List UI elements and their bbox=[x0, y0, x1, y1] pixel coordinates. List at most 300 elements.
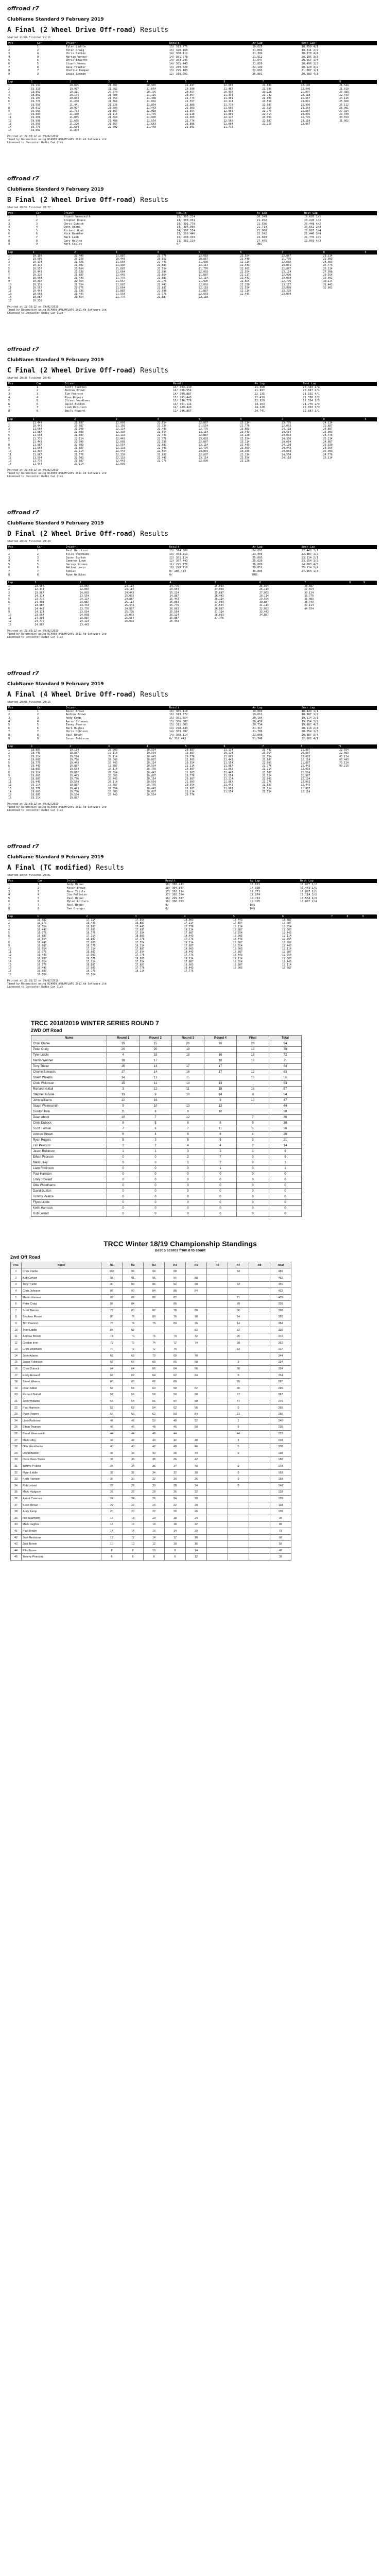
championship-cell bbox=[144, 1327, 165, 1333]
championship-cell: 42 bbox=[123, 1437, 144, 1444]
lap-cell: 19.114 bbox=[31, 784, 41, 787]
championship-cell: 21 bbox=[11, 1398, 22, 1405]
series-cell: 0 bbox=[269, 1211, 302, 1216]
result-cell: 2 bbox=[8, 552, 10, 556]
championship-row bbox=[11, 1320, 291, 1327]
lap-cell: 21.330 bbox=[115, 264, 125, 267]
lap-header-cell: 6 bbox=[223, 744, 262, 749]
series-cell: 17 bbox=[204, 1063, 237, 1069]
lap-cell: 26.112 bbox=[339, 103, 349, 107]
lap-cell: 19.311 bbox=[70, 90, 79, 94]
result-cell: Cameron Lowe bbox=[65, 560, 86, 563]
lap-cell: 23.554 bbox=[240, 456, 250, 460]
championship-cell: 337 bbox=[270, 1346, 291, 1353]
result-cell: 18/ 300.443 bbox=[165, 883, 184, 887]
lap-cell bbox=[281, 973, 330, 976]
lap-cell: 27.003 bbox=[214, 601, 224, 604]
result-row bbox=[7, 904, 377, 907]
championship-cell: Tommy Pearson bbox=[22, 1554, 101, 1561]
result-cell: 13/ 298.339 bbox=[177, 235, 195, 239]
result-cell: 16/ 305.110 bbox=[169, 709, 188, 713]
lap-header-cell: 3 bbox=[107, 744, 146, 749]
lap-cell: 22.443 bbox=[339, 93, 349, 97]
championship-cell: 334 bbox=[270, 1359, 291, 1366]
championship-cell bbox=[249, 1398, 270, 1405]
lap-cell: 26.114 bbox=[169, 613, 179, 617]
lap-cell: 20.334 bbox=[32, 261, 42, 264]
championship-cell bbox=[207, 1307, 228, 1314]
lap-cell: 20.664 bbox=[32, 293, 42, 296]
lap-cell: 20.104 bbox=[70, 93, 79, 97]
championship-cell: 158 bbox=[270, 1476, 291, 1483]
lap-cell: 19.887 bbox=[70, 771, 79, 774]
result-cell: 21.512 bbox=[252, 55, 263, 59]
result-cell: 8 bbox=[8, 733, 10, 737]
result-cell: Chris Dubock bbox=[63, 222, 84, 226]
lap-header-cell: 7 bbox=[261, 744, 300, 749]
championship-cell: 33 bbox=[11, 1476, 22, 1483]
lap-cell: 20.119 bbox=[32, 264, 42, 267]
result-cell: 17/ 302.114 bbox=[165, 890, 184, 893]
series-cell: 2 bbox=[140, 1143, 172, 1148]
championship-cell: 266 bbox=[270, 1404, 291, 1411]
lap-cell: 21.664 bbox=[115, 261, 125, 264]
result-row bbox=[7, 243, 377, 246]
championship-cell: 70 bbox=[144, 1353, 165, 1360]
championship-cell bbox=[228, 1509, 249, 1515]
series-cell: 8 bbox=[237, 1092, 269, 1097]
championship-cell: 14 bbox=[101, 1528, 123, 1535]
lap-cell: 16.776 bbox=[37, 963, 47, 967]
championship-cell bbox=[249, 1288, 270, 1295]
result-cell: 21.776 2/1 bbox=[304, 235, 321, 239]
championship-cell: Chris Clarke bbox=[22, 1268, 101, 1275]
lap-cell: 18.003 bbox=[135, 957, 145, 960]
result-cell: 20.887 3/4 bbox=[301, 733, 319, 737]
lap-cell: 28.887 bbox=[304, 585, 314, 588]
result-cell: 9 bbox=[36, 243, 38, 246]
series-cell: 6 bbox=[172, 1131, 204, 1137]
series-cell: 9 bbox=[107, 1103, 140, 1109]
lap-cell: 21.901 bbox=[223, 97, 233, 100]
series-cell: 9 bbox=[172, 1109, 204, 1114]
lap-cell bbox=[363, 463, 377, 466]
lap-cell: 20.114 bbox=[223, 752, 233, 755]
result-cell: 7 bbox=[37, 903, 40, 907]
result-cell: 5 bbox=[37, 896, 40, 900]
lap-cell: 21.887 bbox=[74, 434, 84, 437]
championship-cell bbox=[207, 1476, 228, 1483]
lap-cell: 19.554 bbox=[70, 793, 79, 796]
lap-cell: 20.012 bbox=[31, 106, 41, 110]
lap-cell bbox=[115, 299, 157, 302]
lap-cell: 22.003 bbox=[262, 777, 272, 781]
championship-cell: 25 bbox=[11, 1424, 22, 1431]
championship-cell bbox=[249, 1489, 270, 1496]
series-cell: 16 bbox=[107, 1063, 140, 1069]
lap-cell: 21.887 bbox=[115, 267, 125, 270]
lap-cell: 19.107 bbox=[31, 97, 41, 100]
lap-cell: 21.002 bbox=[146, 100, 156, 104]
result-cell: 9 bbox=[37, 55, 39, 59]
series-row bbox=[31, 1063, 302, 1069]
championship-cell bbox=[249, 1521, 270, 1528]
lap-cell: 22.887 bbox=[282, 254, 291, 258]
series-cell: Chris Wilkinson bbox=[31, 1080, 107, 1086]
championship-cell: Emily Howard bbox=[22, 1372, 101, 1379]
lap-cell: 21.887 bbox=[108, 84, 117, 88]
series-cell: 36 bbox=[269, 1114, 302, 1120]
championship-cell bbox=[207, 1294, 228, 1301]
lap-cell: 21.664 bbox=[185, 109, 195, 113]
championship-cell: 344 bbox=[270, 1353, 291, 1360]
printed-line: Printed at 22:03:12 on 09/02/2019 bbox=[7, 979, 59, 982]
championship-cell: 36 bbox=[123, 1456, 144, 1463]
result-cell: Martin Wenner bbox=[65, 55, 88, 59]
result-cell: 7 bbox=[8, 730, 10, 734]
championship-cell: 52 bbox=[165, 1404, 186, 1411]
series-cell: 0 bbox=[107, 1154, 140, 1160]
championship-cell: 94 bbox=[165, 1275, 186, 1281]
lap-header-cell: 4 bbox=[156, 417, 198, 421]
championship-cell: 62 bbox=[123, 1372, 144, 1379]
championship-cell: John Adams bbox=[22, 1353, 101, 1360]
result-cell: 7 bbox=[37, 569, 39, 573]
results-table bbox=[7, 545, 377, 577]
result-cell: 3 bbox=[36, 222, 38, 226]
lap-cell: 22.003 bbox=[115, 421, 125, 425]
championship-cell: 482 bbox=[270, 1268, 291, 1275]
lap-header-cell: 8 bbox=[345, 914, 361, 919]
result-row bbox=[7, 389, 377, 393]
result-cell: 2 bbox=[37, 48, 39, 52]
series-cell bbox=[172, 1097, 204, 1103]
lap-cell: 21.887 bbox=[262, 784, 272, 787]
lap-cell bbox=[348, 623, 362, 626]
lap-cell: 16.776 bbox=[86, 970, 96, 973]
results-header-cell: Pos bbox=[7, 879, 37, 883]
championship-cell bbox=[249, 1437, 270, 1444]
championship-cell: 18 bbox=[123, 1515, 144, 1521]
championship-row bbox=[11, 1463, 291, 1470]
championship-cell: 462 bbox=[270, 1275, 291, 1281]
licence-line: Licensed to Doncaster Radio Car Club bbox=[7, 809, 63, 812]
championship-cell: 32 bbox=[144, 1476, 165, 1483]
lap-cell: 31.443 bbox=[323, 283, 333, 286]
result-cell: 20.887 2/1 bbox=[303, 389, 320, 393]
series-cell: 36 bbox=[269, 1126, 302, 1131]
lap-cell: 21.776 bbox=[262, 765, 272, 768]
championship-cell bbox=[228, 1528, 249, 1535]
championship-cell: 29 bbox=[11, 1450, 22, 1456]
lap-cell: 10 bbox=[8, 450, 12, 453]
series-cell: 10 bbox=[107, 1114, 140, 1120]
championship-cell bbox=[249, 1275, 270, 1281]
series-cell: 0 bbox=[269, 1171, 302, 1177]
result-cell: 18/ 304.887 bbox=[165, 886, 184, 890]
lap-cell: 11 bbox=[8, 951, 12, 954]
championship-cell: 42 bbox=[144, 1444, 165, 1450]
championship-cell: 64 bbox=[101, 1366, 123, 1372]
lap-cell: 22.887 bbox=[157, 453, 167, 456]
lap-cell: 16.776 bbox=[37, 951, 47, 954]
lap-cell: 22.990 bbox=[301, 103, 310, 107]
lap-cell bbox=[338, 796, 377, 800]
championship-cell: 22 bbox=[101, 1502, 123, 1509]
race-section bbox=[0, 170, 382, 319]
series-cell: 0 bbox=[140, 1154, 172, 1160]
lap-cell: 17.554 bbox=[135, 951, 145, 954]
lap-cell: 25.887 bbox=[169, 617, 179, 620]
results-table bbox=[7, 211, 377, 246]
championship-cell: 8 bbox=[165, 1547, 186, 1554]
championship-cell: 18 bbox=[101, 1515, 123, 1521]
lap-cell: 18.443 bbox=[31, 752, 41, 755]
lap-cell: 21.889 bbox=[185, 103, 195, 107]
championship-row bbox=[11, 1456, 291, 1463]
championship-cell: Neil Adamson bbox=[22, 1515, 101, 1521]
lap-cell: 19.887 bbox=[70, 784, 79, 787]
result-cell: 3 bbox=[8, 716, 10, 720]
championship-cell: 64 bbox=[228, 1281, 249, 1288]
championship-cell bbox=[249, 1469, 270, 1476]
series-cell: 0 bbox=[172, 1211, 204, 1216]
championship-cell: 198 bbox=[270, 1450, 291, 1456]
result-row bbox=[7, 215, 377, 219]
result-cell: 1 bbox=[37, 709, 39, 713]
lap-cell: 22.003 bbox=[74, 443, 84, 447]
lap-cell: 24.776 bbox=[323, 453, 333, 456]
lap-cell: 20.114 bbox=[146, 777, 156, 781]
championship-cell bbox=[228, 1275, 249, 1281]
lap-cell: 22.002 bbox=[108, 125, 117, 129]
championship-cell: 16 bbox=[123, 1521, 144, 1528]
championship-cell bbox=[207, 1379, 228, 1385]
championship-cell: 88 bbox=[270, 1521, 291, 1528]
lap-header-cell: 3 bbox=[107, 80, 146, 84]
series-cell: Paul Harrison bbox=[31, 1171, 107, 1177]
timed-line: Timed by Racemation using RC4000 AMB/MYLAPS 2011 Ab Software Ltd bbox=[7, 138, 107, 142]
result-cell: Ellis Woodhams bbox=[65, 552, 90, 556]
championship-row bbox=[11, 1482, 291, 1489]
championship-cell: 72 bbox=[228, 1327, 249, 1333]
result-cell: 9 bbox=[37, 737, 39, 740]
lap-header-cell: 6 bbox=[239, 250, 281, 255]
championship-cell bbox=[207, 1340, 228, 1346]
result-row bbox=[7, 710, 377, 714]
lap-cell: 14 bbox=[8, 463, 12, 466]
lap-cell: 22.004 bbox=[223, 122, 233, 126]
series-cell: 20 bbox=[172, 1041, 204, 1046]
series-row bbox=[31, 1171, 302, 1177]
results-table bbox=[7, 879, 377, 910]
lap-cell: 24.776 bbox=[34, 620, 44, 623]
result-cell: 51.740 bbox=[252, 737, 263, 740]
lap-cell: 24.887 bbox=[169, 594, 179, 598]
lap-cell: 21.864 bbox=[146, 103, 156, 107]
printed-line: Printed at 22:03:12 on 09/02/2019 bbox=[7, 803, 59, 806]
championship-cell: 1 bbox=[228, 1418, 249, 1425]
lap-cell: 21.664 bbox=[32, 447, 42, 450]
series-cell: 7 bbox=[140, 1114, 172, 1120]
series-row bbox=[31, 1052, 302, 1058]
lap-header-cell: 9 bbox=[338, 744, 377, 749]
lap-cell: 19.554 bbox=[282, 954, 292, 957]
result-row bbox=[7, 883, 377, 887]
lap-cell: 8 bbox=[8, 941, 10, 944]
lap-cell: 23.330 bbox=[240, 450, 250, 453]
result-cell: 14/ 300.331 bbox=[177, 218, 195, 222]
lap-cell: 21.889 bbox=[262, 84, 272, 88]
lap-cell: 21.003 bbox=[223, 787, 233, 790]
series-cell: 10 bbox=[172, 1092, 204, 1097]
brand-label: offroad r7 bbox=[7, 669, 39, 676]
lap-cell: 23.776 bbox=[34, 597, 44, 601]
lap-cell: 8 bbox=[8, 607, 10, 611]
series-cell: Scott Tiernan bbox=[31, 1126, 107, 1131]
lap-cell: 22.003 bbox=[198, 293, 209, 296]
lap-cell: 20.657 bbox=[185, 90, 195, 94]
series-cell bbox=[204, 1114, 237, 1120]
championship-cell: 68 bbox=[270, 1534, 291, 1541]
lap-cell: 21.330 bbox=[157, 424, 167, 428]
championship-cell: 362 bbox=[270, 1340, 291, 1346]
result-cell: 21.706 bbox=[252, 730, 263, 734]
brand-label: offroad r7 bbox=[7, 5, 39, 12]
result-cell: 4 bbox=[8, 226, 10, 229]
championship-cell bbox=[249, 1534, 270, 1541]
lap-cell: 23.003 bbox=[198, 437, 209, 440]
series-cell: 0 bbox=[107, 1160, 140, 1165]
results-header-cell: Result bbox=[172, 382, 254, 386]
lap-cell: 20.887 bbox=[185, 768, 195, 771]
result-cell: 8 bbox=[37, 907, 40, 910]
championship-cell bbox=[249, 1515, 270, 1521]
series-cell: 0 bbox=[237, 1205, 269, 1211]
lap-cell: 22.776 bbox=[198, 427, 209, 431]
championship-cell: 76 bbox=[144, 1333, 165, 1340]
series-cell: 0 bbox=[204, 1182, 237, 1188]
lap-cell: 20.448 bbox=[115, 257, 125, 261]
championship-cell: 84 bbox=[101, 1327, 123, 1333]
lap-cell: 20.554 bbox=[185, 761, 195, 765]
series-cell: Chris Clarke bbox=[31, 1041, 107, 1046]
lap-cell: 23.001 bbox=[301, 100, 310, 104]
championship-cell: 40 bbox=[165, 1444, 186, 1450]
championship-cell: 34 bbox=[186, 1482, 207, 1489]
championship-cell: 38 bbox=[270, 1554, 291, 1561]
championship-cell bbox=[249, 1301, 270, 1308]
lap-cell: 21.440 bbox=[146, 125, 156, 129]
championship-header-cell: R2 bbox=[123, 1262, 144, 1268]
lap-times-table bbox=[7, 914, 377, 976]
result-cell: 6 bbox=[8, 900, 10, 904]
lap-cell: 21.005 bbox=[70, 116, 79, 120]
result-row bbox=[7, 66, 377, 70]
series-cell: 38 bbox=[269, 1109, 302, 1114]
lap-cell: 21.887 bbox=[32, 453, 42, 456]
result-cell: 5 bbox=[37, 723, 39, 727]
lap-cell: 24.003 bbox=[323, 261, 333, 264]
lap-cell: 19.114 bbox=[282, 963, 292, 967]
series-cell: 12 bbox=[204, 1103, 237, 1109]
championship-cell: 432 bbox=[270, 1288, 291, 1295]
championship-row bbox=[11, 1476, 291, 1483]
lap-cell bbox=[330, 973, 345, 976]
result-cell: Tyler Liddle bbox=[65, 45, 86, 48]
series-cell: 1 bbox=[237, 1148, 269, 1154]
lap-cell: 20.443 bbox=[32, 289, 42, 293]
results-header-cell: Pos bbox=[7, 211, 35, 215]
lap-cell: 6 bbox=[8, 935, 10, 938]
lap-cell: 22.887 bbox=[157, 443, 167, 447]
lap-cell: 20.776 bbox=[185, 755, 195, 758]
lap-cell: 17.114 bbox=[86, 919, 96, 922]
championship-cell: Josh Redstone bbox=[22, 1534, 101, 1541]
series-cell: 17 bbox=[140, 1058, 172, 1063]
result-cell: 16.691 bbox=[250, 883, 261, 887]
series-cell: 26 bbox=[269, 1131, 302, 1137]
championship-cell: 178 bbox=[270, 1463, 291, 1470]
lap-cell: 17.554 bbox=[135, 960, 145, 963]
lap-cell: 21.990 bbox=[157, 270, 167, 274]
championship-cell: 88 bbox=[101, 1301, 123, 1308]
championship-cell: 34 bbox=[101, 1463, 123, 1470]
lap-cell: 20.443 bbox=[108, 761, 117, 765]
series-cell: 7 bbox=[204, 1154, 237, 1160]
lap-cell: 20.552 bbox=[157, 257, 167, 261]
series-cell: 2 bbox=[172, 1154, 204, 1160]
lap-cell: 23.001 bbox=[282, 264, 291, 267]
result-cell: 3 bbox=[36, 392, 39, 396]
lap-cell: 23.887 bbox=[79, 601, 89, 604]
result-cell: 14/ 303.887 bbox=[169, 730, 188, 734]
lap-cell: 21.990 bbox=[146, 116, 156, 120]
lap-cell: 22.003 bbox=[223, 109, 233, 113]
series-cell: 1 bbox=[107, 1148, 140, 1154]
championship-row bbox=[11, 1515, 291, 1521]
lap-cell: 9 bbox=[8, 447, 10, 450]
championship-cell bbox=[207, 1301, 228, 1308]
result-cell: 14/ 298.443 bbox=[169, 726, 188, 730]
series-cell: 7 bbox=[172, 1126, 204, 1131]
lap-cell: 17.887 bbox=[135, 928, 145, 931]
lap-cell: 21.408 bbox=[108, 119, 117, 123]
championship-cell: 96 bbox=[144, 1275, 165, 1281]
lap-cell: 34.887 bbox=[259, 613, 269, 617]
result-cell: 4 bbox=[8, 893, 10, 897]
series-cell: 9 bbox=[237, 1120, 269, 1126]
results-header-cell: Car bbox=[36, 41, 65, 45]
lap-cell: 19.114 bbox=[233, 957, 242, 960]
championship-row bbox=[11, 1547, 291, 1554]
lap-cell: 22.114 bbox=[223, 100, 233, 104]
lap-cell: 22.443 bbox=[157, 456, 167, 460]
lap-header-cell: 2 bbox=[68, 744, 107, 749]
championship-cell: Stephen Rouse bbox=[22, 1314, 101, 1320]
championship-cell bbox=[249, 1509, 270, 1515]
championship-cell: 3 bbox=[11, 1281, 22, 1288]
lap-cell: 18.443 bbox=[233, 938, 242, 941]
result-cell: 22.887 1/2 bbox=[301, 552, 319, 556]
championship-cell: 17 bbox=[11, 1372, 22, 1379]
championship-cell bbox=[207, 1534, 228, 1541]
lap-cell: 19.114 bbox=[31, 796, 41, 800]
championship-cell: 32 bbox=[11, 1469, 22, 1476]
lap-cell bbox=[223, 129, 262, 132]
result-cell: 0/ bbox=[165, 903, 169, 907]
lap-cell: 22.003 bbox=[301, 755, 310, 758]
